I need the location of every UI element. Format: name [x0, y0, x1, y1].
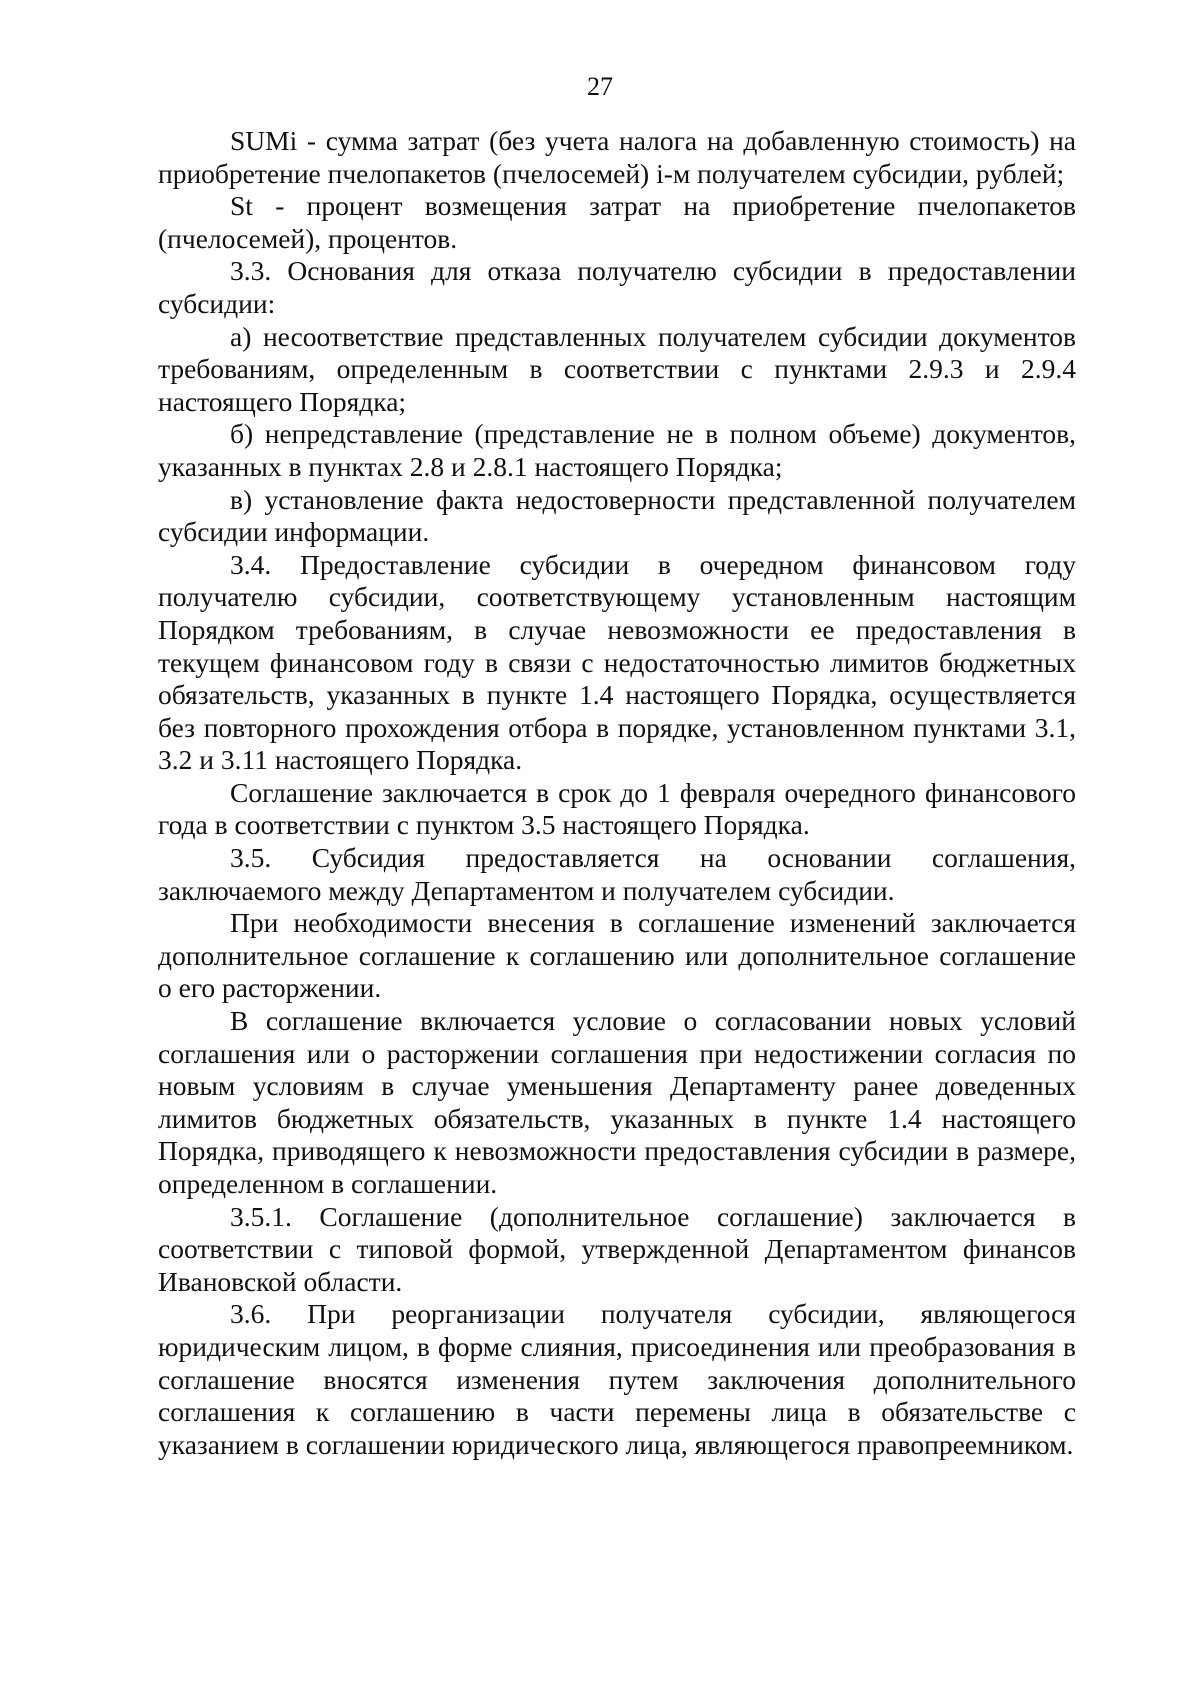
paragraph-3-3-v: в) установление факта недостоверности представленной получателем субсидии информации. — [158, 483, 1076, 548]
paragraph-3-5-1: 3.5.1. Соглашение (дополнительное соглашение) заключается в соответствии с типовой формой, утвержденной Департаментом финансов Ивановской области. — [158, 1200, 1076, 1297]
page-number: 27 — [587, 72, 613, 101]
paragraph-st-definition: St - процент возмещения затрат на приобретение пчелопакетов (пчелосемей), процентов. — [158, 190, 1076, 254]
paragraph-3-5-new-conditions: В соглашение включается условие о согласовании новых условий соглашения или о расторжении соглашения при недостижении согласия по новым условиям в случае уменьшения Департаменту ранее доведенных лимитов бюджетных обязательств, указанных в пункте 1.4 настоящего Порядка, приводящего к невозможности предоставления субсидии в размере, определенном в соглашении. — [158, 1005, 1076, 1199]
paragraph-3-5: 3.5. Субсидия предоставляется на основании соглашения, заключаемого между Департаментом и получателем субсидии. — [158, 842, 1076, 906]
paragraph-sumi-definition: SUMi - сумма затрат (без учета налога на добавленную стоимость) на приобретение пчелопакетов (пчелосемей) i-м получателем субсидии, рублей; — [158, 125, 1076, 189]
paragraph-3-4: 3.4. Предоставление субсидии в очередном финансовом году получателю субсидии, соответствующему установленным настоящим Порядком требованиям, в случае невозможности ее предоставления в текущем финансовом году в связи с недостаточностью лимитов бюджетных обязательств, указанных в пункте 1.4 настоящего Порядка, осуществляется без повторного прохождения отбора в порядке, установленном пунктами 3.1, 3.2 и 3.11 настоящего Порядка. — [158, 548, 1076, 776]
paragraph-3-6: 3.6. При реорганизации получателя субсидии, являющегося юридическим лицом, в форме слияния, присоединения или преобразования в соглашение вносятся изменения путем заключения дополнительного соглашения к соглашению в части перемены лица в обязательстве с указанием в соглашении юридического лица, являющегося правопреемником. — [158, 1298, 1076, 1460]
paragraph-3-3: 3.3. Основания для отказа получателю субсидии в предоставлении субсидии: — [158, 255, 1076, 319]
paragraph-3-5-amendments: При необходимости внесения в соглашение изменений заключается дополнительное соглашение к соглашению или дополнительное соглашение о его расторжении. — [158, 907, 1076, 1004]
paragraph-3-3-a: а) несоответствие представленных получателем субсидии документов требованиям, определенным в соответствии с пунктами 2.9.3 и 2.9.4 настоящего Порядка; — [158, 320, 1076, 417]
paragraph-3-4-agreement-deadline: Соглашение заключается в срок до 1 февраля очередного финансового года в соответствии с пунктом 3.5 настоящего Порядка. — [158, 776, 1076, 841]
document-body — [158, 125, 1076, 1461]
paragraph-3-3-b: б) непредставление (представление не в полном объеме) документов, указанных в пунктах 2.8 и 2.8.1 настоящего Порядка; — [158, 418, 1076, 482]
